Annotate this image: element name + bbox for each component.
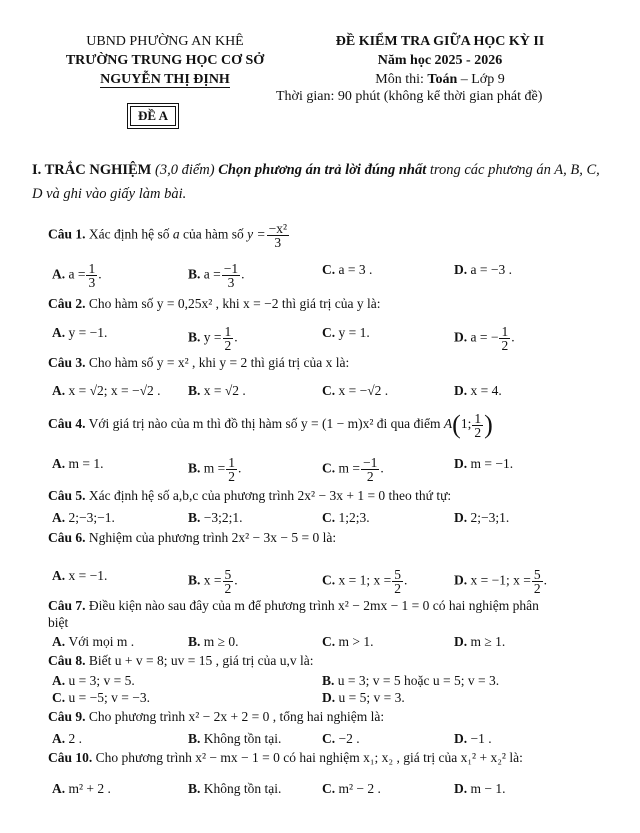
option-text-end: . <box>238 460 242 476</box>
question-text: Cho hàm số y = x² , khi y = 2 thì giá trị của x là: <box>85 355 350 370</box>
option-text: u = −5; v = −3. <box>68 690 150 705</box>
question-number: Câu 5. <box>48 488 86 503</box>
fraction-denominator: 2 <box>224 338 232 353</box>
option-a[interactable] <box>52 325 107 341</box>
option-c[interactable] <box>322 634 374 650</box>
fraction-denominator: 3 <box>274 235 282 250</box>
option-label: B. <box>188 383 204 398</box>
authority-name: UBND PHƯỜNG AN KHÊ <box>86 34 244 49</box>
option-text: x = 4. <box>470 383 502 398</box>
fraction-numerator: 1 <box>501 324 509 339</box>
option-d[interactable] <box>454 781 506 797</box>
option-text: m ≥ 1. <box>470 634 506 649</box>
option-a[interactable] <box>52 383 161 399</box>
fraction-numerator: 5 <box>394 567 401 582</box>
question-number: Câu 9. <box>48 709 86 724</box>
option-text: m ≥ 0. <box>203 634 239 649</box>
option-text: y = <box>203 329 222 345</box>
option-label: B. <box>188 781 204 796</box>
fraction <box>226 456 237 483</box>
fraction-denominator: 2 <box>394 581 401 596</box>
option-b[interactable] <box>188 510 243 526</box>
fraction-numerator: 1 <box>474 410 482 426</box>
option-label: B. <box>188 634 204 649</box>
question-number: Câu 6. <box>48 530 86 545</box>
question-stem <box>48 488 451 504</box>
question-text: Cho hàm số y = 0,25x² , khi x = −2 thì giá trị của y là: <box>85 296 381 311</box>
question-text: Với giá trị nào của m thì đồ thị hàm số y = (1 − m)x² đi qua điểm <box>85 416 444 432</box>
option-d[interactable] <box>454 568 547 595</box>
exam-header <box>275 32 605 89</box>
question-stem <box>48 296 381 312</box>
option-b[interactable] <box>188 731 281 747</box>
school-name: NGUYỄN THỊ ĐỊNH <box>100 72 230 87</box>
option-text: m − 1. <box>470 781 506 796</box>
option-text: 2 . <box>68 731 82 746</box>
question-formula: y = <box>247 226 266 242</box>
option-c[interactable] <box>322 262 372 278</box>
question-text: Cho phương trình x² − mx − 1 = 0 có hai nghiệm x₁; x₂ , giá trị của x₁² + x₂² là: <box>92 750 523 765</box>
option-text: x = √2; x = −√2 . <box>68 383 161 398</box>
fraction-numerator: 5 <box>224 567 232 582</box>
option-label: C. <box>322 325 339 340</box>
option-label: C. <box>322 781 339 796</box>
exam-code: ĐỀ A <box>130 106 176 126</box>
option-label: D. <box>454 510 471 525</box>
fraction <box>267 222 289 249</box>
fraction-denominator: 2 <box>474 424 482 440</box>
option-text: 2;−3;1. <box>470 510 510 525</box>
option-d[interactable] <box>454 262 512 278</box>
option-text: a = 3 . <box>338 262 373 277</box>
option-text: −2 . <box>338 731 360 746</box>
option-label: B. <box>188 460 204 476</box>
question-text: Cho phương trình x² − 2x + 2 = 0 , tổng hai nghiệm là: <box>85 709 385 724</box>
option-label: A. <box>52 634 69 649</box>
option-d[interactable] <box>454 325 515 352</box>
question-text: Biết u + v = 8; uv = 15 , giá trị của u,v là: <box>85 653 314 668</box>
option-d[interactable] <box>454 731 492 747</box>
option-a[interactable] <box>52 510 115 526</box>
question-number: Câu 4. <box>48 416 86 432</box>
fraction-numerator: 1 <box>224 324 232 339</box>
option-a[interactable] <box>52 262 102 289</box>
option-a[interactable] <box>52 731 82 747</box>
fraction-denominator: 2 <box>501 338 509 353</box>
option-a[interactable] <box>52 568 107 584</box>
option-text: a = <box>203 266 221 282</box>
question-stem <box>48 410 493 440</box>
option-text: Với mọi m . <box>68 634 135 649</box>
school-year: Năm học 2025 - 2026 <box>377 53 503 68</box>
subject-line: Môn thi: Toán – Lớp 9 <box>375 72 505 87</box>
option-text-end: . <box>234 572 238 588</box>
option-d[interactable] <box>322 690 405 706</box>
option-label: C. <box>322 262 339 277</box>
option-label: C. <box>322 383 339 398</box>
option-label: D. <box>454 456 471 471</box>
option-a[interactable] <box>52 456 104 472</box>
option-label: A. <box>52 781 69 796</box>
option-label: B. <box>188 329 204 345</box>
option-label: C. <box>322 572 339 588</box>
option-text: a = <box>68 266 86 282</box>
option-label: C. <box>322 634 339 649</box>
fraction-numerator: 1 <box>228 455 236 470</box>
question-stem <box>48 222 290 249</box>
option-text-end: . <box>98 266 102 282</box>
question-number: Câu 10. <box>48 750 93 765</box>
fraction <box>392 568 403 595</box>
fraction-denominator: 3 <box>227 275 235 290</box>
option-label: B. <box>188 731 204 746</box>
question-number: Câu 7. <box>48 598 86 613</box>
option-label: C. <box>322 510 339 525</box>
fraction-denominator: 2 <box>228 469 236 484</box>
option-text: x = −1; x = <box>470 572 531 588</box>
option-label: A. <box>52 266 69 282</box>
fraction <box>222 262 240 289</box>
fraction-denominator: 2 <box>533 581 541 596</box>
option-text: −3;2;1. <box>203 510 243 525</box>
fraction-numerator: 1 <box>88 261 96 276</box>
fraction <box>223 325 234 352</box>
question-text: Xác định hệ số a,b,c của phương trình 2x² − 3x + 1 = 0 theo thứ tự: <box>85 488 452 503</box>
fraction-denominator: 3 <box>88 275 96 290</box>
fraction-numerator: −x² <box>268 221 288 236</box>
option-text: 1;2;3. <box>338 510 370 525</box>
option-text: x = −1. <box>68 568 108 583</box>
option-label: A. <box>52 673 69 688</box>
option-text: u = 5; v = 3. <box>338 690 405 705</box>
option-label: A. <box>52 731 69 746</box>
point-label: A <box>443 416 453 432</box>
option-text-end: . <box>543 572 547 588</box>
question-number: Câu 2. <box>48 296 86 311</box>
exam-code-box <box>127 103 179 129</box>
option-text: m = <box>203 460 226 476</box>
option-label: A. <box>52 568 69 583</box>
exam-title: ĐỀ KIỂM TRA GIỮA HỌC KỲ II <box>335 34 545 49</box>
option-label: C. <box>322 731 339 746</box>
option-c[interactable] <box>322 781 381 797</box>
fraction <box>361 456 379 483</box>
option-text: x = −√2 . <box>338 383 389 398</box>
option-c[interactable] <box>322 325 370 341</box>
option-text-end: . <box>241 266 245 282</box>
question-stem <box>48 709 384 725</box>
fraction <box>223 568 234 595</box>
question-number: Câu 3. <box>48 355 86 370</box>
option-d[interactable] <box>454 510 509 526</box>
fraction <box>532 568 543 595</box>
option-d[interactable] <box>454 383 502 399</box>
section-heading: I. TRẮC NGHIỆM (3,0 điểm) Chọn phương án trả lời đúng nhất trong các phương án A, B, C, D và ghi vào giấy làm bài. <box>32 162 600 202</box>
fraction <box>499 325 510 352</box>
school-header <box>40 32 290 89</box>
question-number: Câu 1. <box>48 226 86 242</box>
fraction-denominator: 2 <box>366 469 374 484</box>
option-label: D. <box>454 634 471 649</box>
option-label: D. <box>454 262 471 277</box>
option-label: B. <box>188 572 204 588</box>
option-label: B. <box>188 266 204 282</box>
option-c[interactable] <box>322 510 370 526</box>
question-stem <box>48 355 349 371</box>
option-b[interactable] <box>188 456 241 483</box>
question-stem <box>48 750 523 766</box>
point-x: 1; <box>460 416 472 432</box>
option-c[interactable] <box>322 383 388 399</box>
option-text: u = 3; v = 5 hoặc u = 5; v = 3. <box>337 673 500 688</box>
option-label: D. <box>322 690 339 705</box>
fraction-numerator: 5 <box>533 567 541 582</box>
option-b[interactable] <box>188 781 281 797</box>
question-text-line2: biệt <box>48 615 69 630</box>
option-label: C. <box>52 690 69 705</box>
option-b[interactable] <box>188 568 238 595</box>
fraction-numerator: −1 <box>223 261 239 276</box>
exam-time: Thời gian: 90 phút (không kể thời gian phát đề) <box>276 89 543 104</box>
option-c[interactable] <box>322 456 384 483</box>
option-text: m² + 2 . <box>68 781 111 796</box>
option-label: D. <box>454 329 471 345</box>
option-c[interactable] <box>322 568 407 595</box>
option-text: m = −1. <box>470 456 514 471</box>
option-b[interactable] <box>188 383 246 399</box>
option-label: A. <box>52 456 69 471</box>
option-label: D. <box>454 572 471 588</box>
option-b[interactable] <box>188 634 239 650</box>
option-text: Không tồn tại. <box>203 781 282 796</box>
option-text: Không tồn tại. <box>203 731 282 746</box>
question-text: Xác định hệ số <box>85 226 173 242</box>
fraction-denominator: 2 <box>224 581 232 596</box>
option-c[interactable] <box>322 731 360 747</box>
question-text: Nghiệm của phương trình 2x² − 3x − 5 = 0 là: <box>85 530 337 545</box>
paren-open: ( <box>452 410 461 439</box>
fraction-numerator: −1 <box>363 455 378 470</box>
option-text-end: . <box>511 329 515 345</box>
option-text: a = − <box>470 329 499 345</box>
option-text: x = <box>203 572 222 588</box>
option-text: x = 1; x = <box>338 572 392 588</box>
school-type: TRƯỜNG TRUNG HỌC CƠ SỞ <box>65 53 265 68</box>
option-text: m = 1. <box>68 456 104 471</box>
option-text: m = <box>338 460 360 476</box>
option-label: D. <box>454 731 471 746</box>
option-text: a = −3 . <box>470 262 512 277</box>
question-text-cont: của hàm số <box>179 226 248 242</box>
question-number: Câu 8. <box>48 653 86 668</box>
option-label: A. <box>52 383 69 398</box>
option-label: A. <box>52 510 69 525</box>
option-b[interactable] <box>188 325 238 352</box>
option-d[interactable] <box>454 456 513 472</box>
option-c[interactable] <box>52 690 150 706</box>
option-text: u = 3; v = 5. <box>68 673 135 688</box>
paren-close: ) <box>484 410 493 439</box>
option-text: y = 1. <box>338 325 370 340</box>
option-d[interactable] <box>454 634 505 650</box>
question-text: Điều kiện nào sau đây của m để phương trình x² − 2mx − 1 = 0 có hai nghiệm phân <box>85 598 539 613</box>
option-text: x = √2 . <box>203 383 246 398</box>
option-text-end: . <box>403 572 408 588</box>
question-variable: a <box>172 226 180 242</box>
option-a[interactable] <box>52 673 135 689</box>
option-text: 2;−3;−1. <box>68 510 115 525</box>
option-label: B. <box>322 673 338 688</box>
option-text: y = −1. <box>68 325 108 340</box>
question-stem <box>48 530 336 546</box>
option-label: D. <box>454 781 471 796</box>
option-label: B. <box>188 510 204 525</box>
option-label: A. <box>52 325 69 340</box>
option-text-end: . <box>234 329 238 345</box>
question-stem <box>48 598 539 614</box>
question-stem <box>48 653 313 669</box>
option-text: m² − 2 . <box>338 781 381 796</box>
option-b[interactable] <box>322 673 499 689</box>
fraction <box>472 412 483 439</box>
option-label: C. <box>322 460 339 476</box>
option-text-end: . <box>380 460 384 476</box>
option-text: m > 1. <box>338 634 374 649</box>
option-text: −1 . <box>470 731 492 746</box>
option-label: D. <box>454 383 471 398</box>
option-a[interactable] <box>52 781 111 797</box>
option-a[interactable] <box>52 634 134 650</box>
option-b[interactable] <box>188 262 245 289</box>
fraction <box>86 262 97 289</box>
